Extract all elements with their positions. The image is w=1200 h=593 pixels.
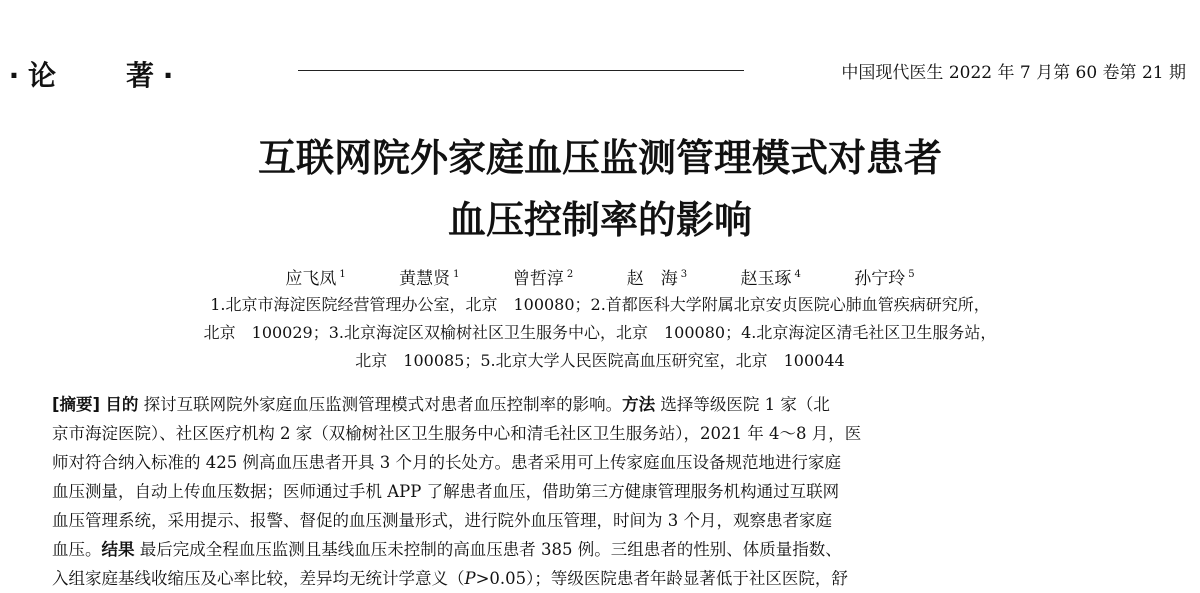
- page-header: [0, 46, 1200, 92]
- author: [627, 264, 687, 289]
- author: [399, 264, 459, 289]
- abstract-line-1-rest: 选择等级医院 1 家（北: [655, 395, 830, 414]
- abstract-line-2: 京市海淀医院）、社区医疗机构 2 家（双榆树社区卫生服务中心和清毛社区卫生服务站），2021 年 4～8 月，医: [52, 424, 862, 443]
- abstract-line-4: 血压测量，自动上传血压数据；医师通过手机 APP 了解患者血压，借助第三方健康管理服务机构通过互联网: [52, 482, 840, 501]
- author-affil-marker: 4: [794, 269, 801, 280]
- abstract-line-7-end: >0.05）；等级医院患者年龄显著低于社区医院，舒: [475, 569, 848, 588]
- author-name: 曾哲淳: [512, 269, 564, 289]
- title-line-2: 血压控制率的影响: [447, 198, 752, 242]
- author-affil-marker: 5: [908, 269, 915, 280]
- abstract-line-6-start: 血压。: [52, 540, 102, 559]
- abstract-label: [摘要]: [52, 395, 101, 414]
- abstract-line-5: 血压管理系统，采用提示、报警、督促的血压测量形式，进行院外血压管理，时间为 3 个月，观察患者家庭: [52, 511, 832, 530]
- section-dot-right: ·: [162, 59, 174, 92]
- author-affil-marker: 1: [339, 269, 346, 280]
- author-name: 赵玉琢: [740, 269, 792, 289]
- author-name: 应飞凤: [285, 269, 337, 289]
- author: [513, 264, 573, 289]
- title-line-1: 互联网院外家庭血压监测管理模式对患者: [257, 136, 942, 180]
- abstract-line-3: 师对符合纳入标准的 425 例高血压患者开具 3 个月的长处方。患者采用可上传家庭血压设备规范地进行家庭: [52, 453, 841, 472]
- section-dot-left: ·: [8, 59, 20, 92]
- author: [285, 264, 345, 289]
- author-affil-marker: 2: [566, 269, 574, 280]
- affiliation-line-1: 1.北京市海淀医院经营管理办公室，北京 100080；2.首都医科大学附属北京安贞医院心肺血管疾病研究所，: [210, 295, 990, 314]
- author-name: 孙宁玲: [854, 269, 906, 289]
- abstract-line-6-rest: 最后完成全程血压监测且基线血压未控制的高血压患者 385 例。三组患者的性别、体质量指数、: [134, 540, 842, 559]
- abstract-line-1: [52, 390, 1140, 419]
- author-affil-marker: 3: [680, 269, 688, 280]
- p-value-symbol: P: [464, 569, 476, 588]
- objective-text: 探讨互联网院外家庭血压监测管理模式对患者血压控制率的影响。: [138, 395, 623, 414]
- section-char-2: 著: [126, 59, 155, 92]
- methods-label: 方法: [622, 395, 656, 414]
- author-name: 赵 海: [626, 269, 678, 289]
- author: [740, 264, 800, 289]
- journal-info: 中国现代医生 2022 年 7 月第 60 卷第 21 期: [841, 63, 1186, 83]
- results-label: 结果: [101, 540, 135, 559]
- section-label: [0, 54, 182, 94]
- author-affil-marker: 1: [453, 269, 460, 280]
- abstract-line-7: [52, 564, 1140, 593]
- abstract: [52, 390, 1140, 593]
- header-rule: [298, 70, 744, 71]
- affiliation-line-2: 北京 100029；3.北京海淀区双榆树社区卫生服务中心，北京 100080；4.北京海淀区清毛社区卫生服务站，: [203, 323, 997, 342]
- section-char-1: 论: [28, 59, 57, 92]
- author: [854, 264, 914, 289]
- objective-label: 目的: [105, 395, 139, 414]
- abstract-line-6: [52, 535, 1140, 564]
- author-list: [0, 264, 1200, 289]
- author-name: 黄慧贤: [399, 269, 451, 289]
- affiliation-line-3: 北京 100085；5.北京大学人民医院高血压研究室，北京 100044: [355, 351, 845, 370]
- abstract-line-7-start: 入组家庭基线收缩压及心率比较，差异均无统计学意义（: [52, 569, 465, 588]
